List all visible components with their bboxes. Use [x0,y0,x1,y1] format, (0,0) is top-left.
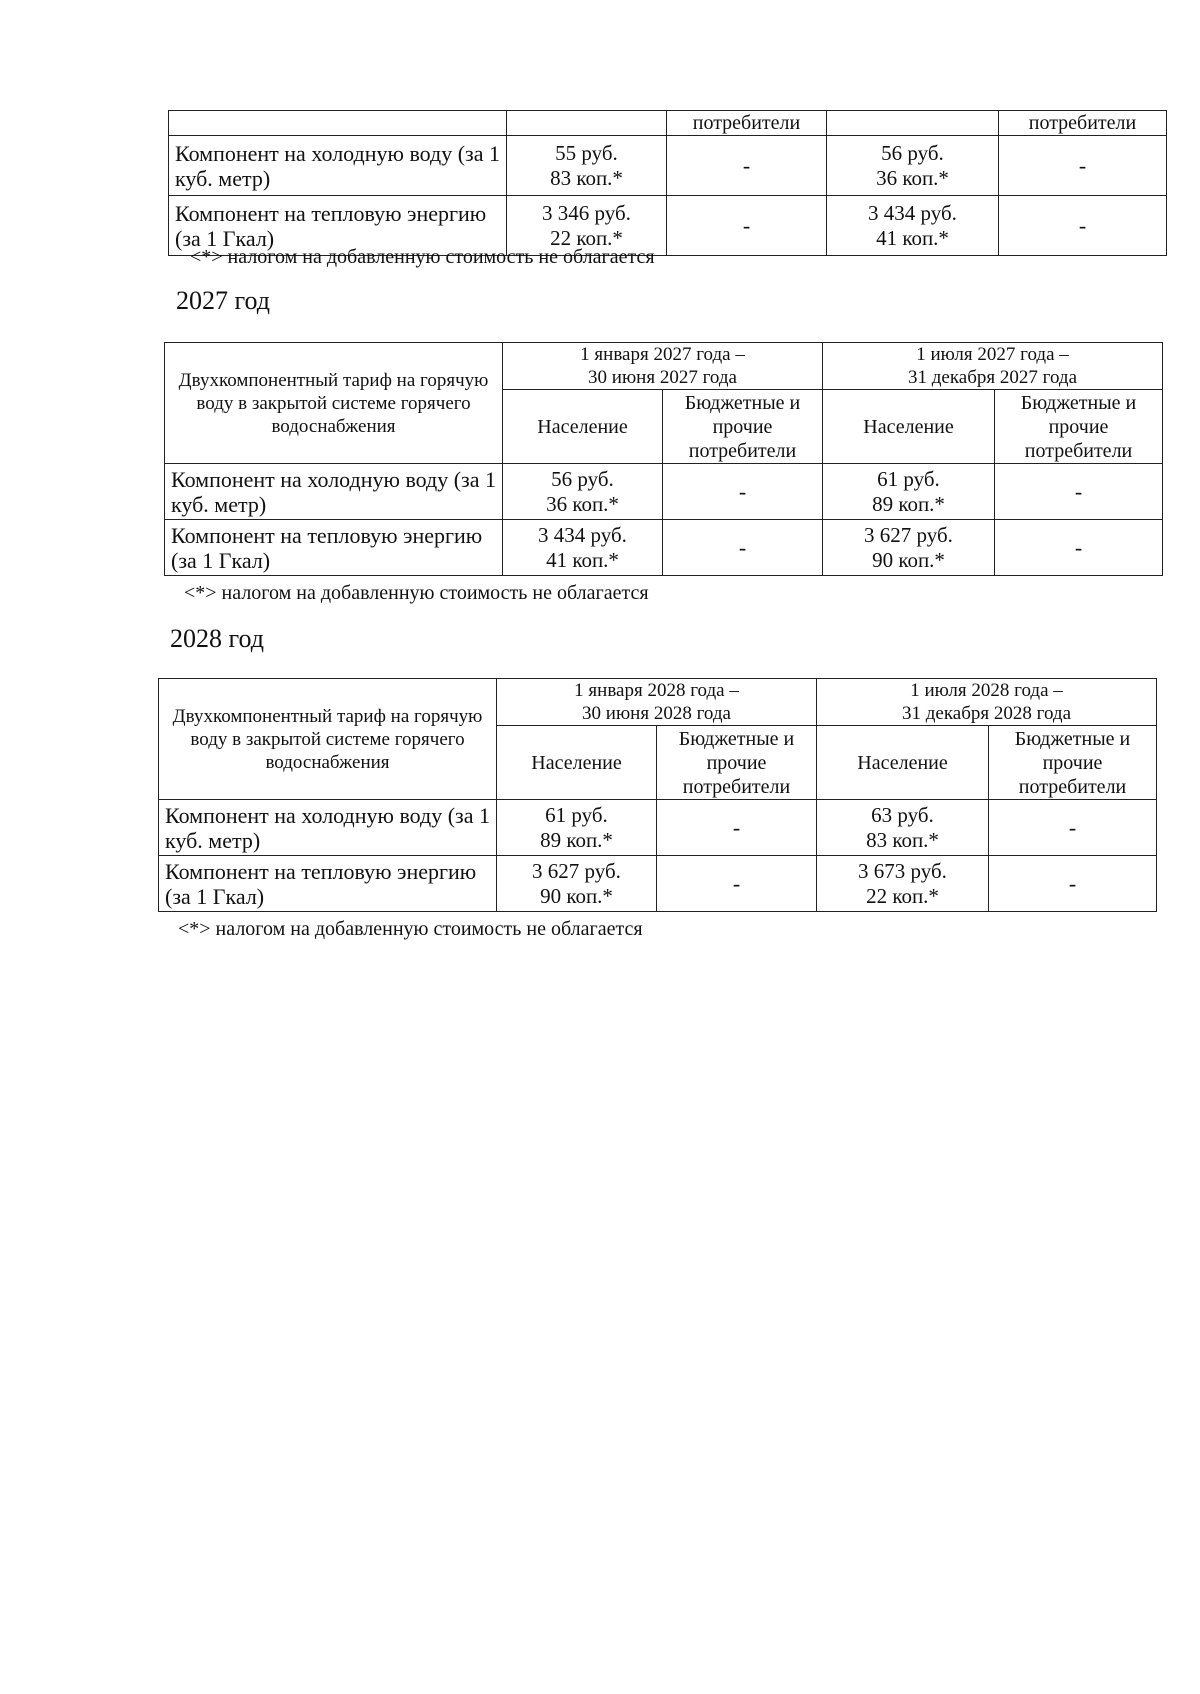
period-start: 1 июля 2028 года – [910,680,1063,701]
year-heading-2028: 2028 год [170,624,264,653]
value-cell: - [999,136,1167,196]
vat-footnote: <*> налогом на добавленную стоимость не облагается [184,582,649,604]
value-kop: 36 коп.* [876,165,949,190]
value-rub: 61 руб. [877,466,940,491]
value-kop: 41 коп.* [876,225,949,250]
value-cell: - [663,520,823,576]
period-header [817,679,1157,726]
period-end: 30 июня 2028 года [582,703,731,724]
table-row [165,464,1163,520]
table-row [159,800,1157,856]
value-rub: 3 627 руб. [532,858,621,883]
value-kop: 90 коп.* [872,547,945,572]
value-cell: - [989,856,1157,912]
column-header-population: Население [823,390,995,464]
period-end: 31 декабря 2028 года [902,703,1072,724]
column-header-other: Бюджетные и прочие потребители [663,390,823,464]
value-rub: 61 руб. [545,802,608,827]
header-cell [827,111,999,136]
value-rub: 63 руб. [871,802,934,827]
header-cell [169,111,507,136]
row-label: Компонент на холодную воду (за 1 куб. метр) [165,464,503,520]
table-header-row [169,111,1167,136]
row-label: Компонент на тепловую энергию (за 1 Гкал) [165,520,503,576]
table-row [169,136,1167,196]
value-kop: 90 коп.* [540,883,613,908]
value-cell: - [995,520,1163,576]
column-header-other: Бюджетные и прочие потребители [989,726,1157,800]
value-cell [817,800,989,856]
period-start: 1 января 2028 года – [574,680,739,701]
period-end: 31 декабря 2027 года [908,367,1078,388]
tariff-table-2027 [164,342,1163,576]
header-cell: потребители [999,111,1167,136]
column-header-other: Бюджетные и прочие потребители [995,390,1163,464]
value-cell [497,800,657,856]
value-cell [823,520,995,576]
value-cell [503,464,663,520]
value-kop: 22 коп.* [866,883,939,908]
table-row [159,856,1157,912]
value-cell [827,136,999,196]
value-cell [823,464,995,520]
value-cell [507,136,667,196]
header-cell: потребители [667,111,827,136]
value-rub: 3 434 руб. [868,200,957,225]
row-label: Компонент на тепловую энергию (за 1 Гкал) [169,196,507,256]
value-rub: 56 руб. [881,140,944,165]
value-rub: 3 673 руб. [858,858,947,883]
value-cell: - [995,464,1163,520]
tariff-table-2028 [158,678,1157,912]
row-label: Компонент на холодную воду (за 1 куб. метр) [169,136,507,196]
tariff-table-continuation [168,110,1167,256]
column-header-population: Население [503,390,663,464]
table-row [165,520,1163,576]
vat-footnote: <*> налогом на добавленную стоимость не облагается [178,918,643,940]
table-header-row [159,679,1157,726]
period-start: 1 июля 2027 года – [916,344,1069,365]
value-rub: 55 руб. [555,140,618,165]
value-kop: 41 коп.* [546,547,619,572]
corner-header: Двухкомпонентный тариф на горячую воду в закрытой системе горячего водоснабжения [165,343,503,464]
period-header [497,679,817,726]
year-heading-2027: 2027 год [176,286,270,315]
value-cell: - [667,196,827,256]
value-cell: - [667,136,827,196]
value-rub: 56 руб. [551,466,614,491]
value-cell [817,856,989,912]
value-kop: 22 коп.* [550,225,623,250]
value-kop: 36 коп.* [546,491,619,516]
value-cell [827,196,999,256]
period-header [503,343,823,390]
row-label: Компонент на тепловую энергию (за 1 Гкал) [159,856,497,912]
period-start: 1 января 2027 года – [580,344,745,365]
column-header-population: Население [497,726,657,800]
vat-footnote: <*> налогом на добавленную стоимость не облагается [190,246,655,268]
value-rub: 3 627 руб. [864,522,953,547]
value-cell: - [663,464,823,520]
table-header-row [165,343,1163,390]
value-rub: 3 346 руб. [542,200,631,225]
value-kop: 89 коп.* [872,491,945,516]
value-kop: 83 коп.* [866,827,939,852]
row-label: Компонент на холодную воду (за 1 куб. метр) [159,800,497,856]
period-end: 30 июня 2027 года [588,367,737,388]
header-cell [507,111,667,136]
value-cell [497,856,657,912]
value-cell [503,520,663,576]
value-cell: - [989,800,1157,856]
period-header [823,343,1163,390]
column-header-other: Бюджетные и прочие потребители [657,726,817,800]
value-kop: 83 коп.* [550,165,623,190]
value-rub: 3 434 руб. [538,522,627,547]
column-header-population: Население [817,726,989,800]
value-kop: 89 коп.* [540,827,613,852]
value-cell: - [657,800,817,856]
corner-header: Двухкомпонентный тариф на горячую воду в закрытой системе горячего водоснабжения [159,679,497,800]
value-cell: - [999,196,1167,256]
value-cell: - [657,856,817,912]
